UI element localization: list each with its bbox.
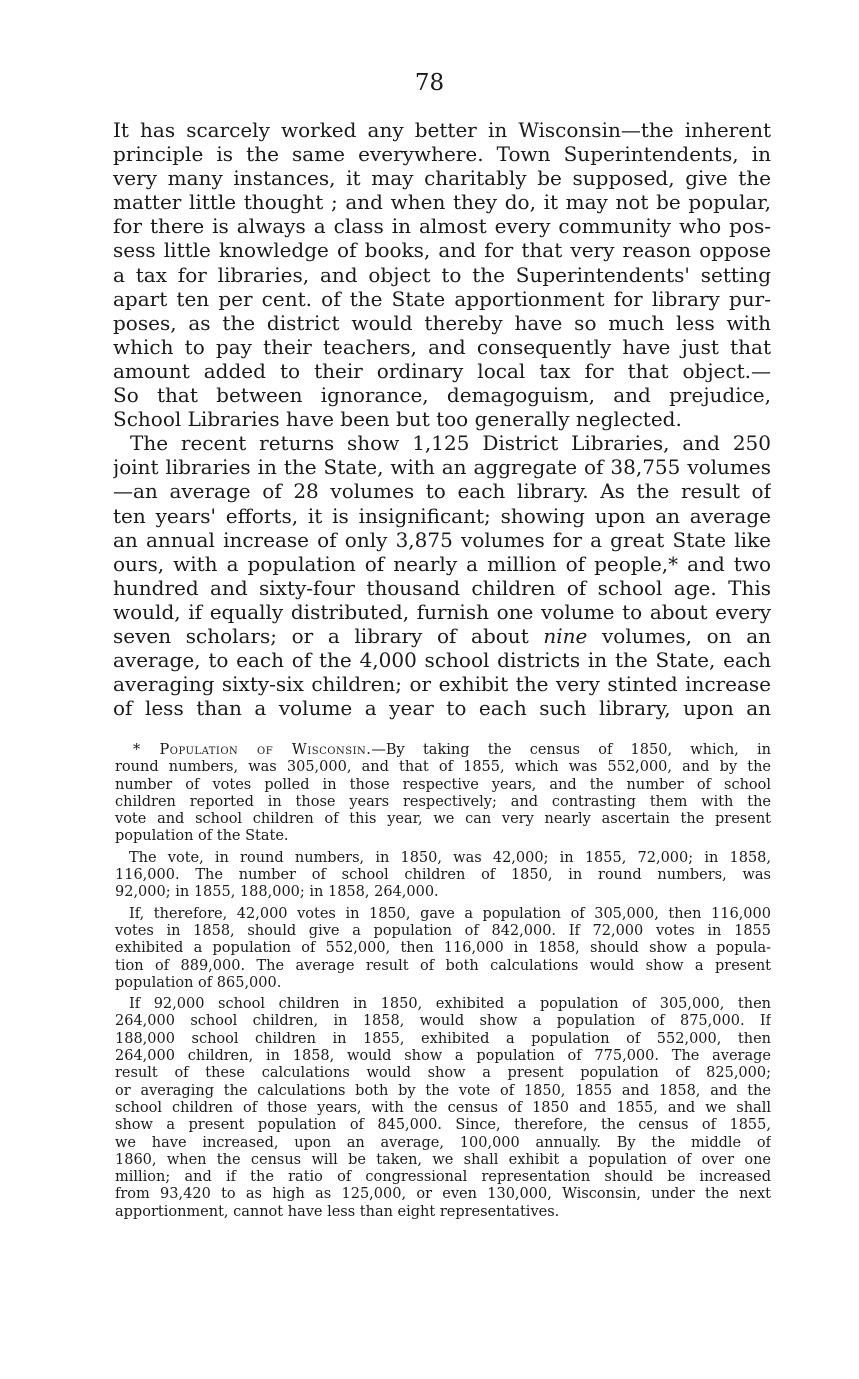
text-line: amount added to their ordinary local tax for that object.— — [113, 358, 771, 383]
footnote-line: If 92,000 school children in 1850, exhibited a population of 305,000, then — [129, 996, 771, 1013]
footnote-line: show a present population of 845,000. Since, therefore, the census of 1855, — [115, 1117, 771, 1134]
footnote-line: round numbers, was 305,000, and that of 1855, which was 552,000, and by the — [115, 759, 771, 776]
text-segment: —By taking the census of 1850, which, in — [371, 742, 771, 758]
footnote-line: population of the State. — [115, 828, 289, 845]
footnote-line: school children of those years, with the census of 1850 and 1855, and we shall — [115, 1099, 771, 1116]
footnote-paragraph-3 — [115, 906, 771, 992]
text-line: It has scarcely worked any better in Wisconsin—the inherent — [113, 118, 771, 142]
text-line: a tax for libraries, and object to the Superintendents' setting — [113, 262, 771, 287]
footnote-line: 188,000 school children in 1855, exhibited a population of 552,000, then — [115, 1030, 771, 1047]
footnote-line: 92,000; in 1855, 188,000; in 1858, 264,000. — [115, 884, 439, 901]
footnote-line: 1860, when the census will be taken, we shall exhibit a population of over one — [115, 1151, 771, 1168]
footnote-line: The vote, in round numbers, in 1850, was 42,000; in 1855, 72,000; in 1858, — [129, 849, 771, 866]
text-line: which to pay their teachers, and consequently have just that — [113, 334, 771, 359]
body-paragraph-1 — [113, 118, 771, 431]
footnote-paragraph-1 — [115, 742, 771, 846]
footnote-paragraph-4 — [115, 996, 771, 1221]
text-line: School Libraries have been but too generally neglected. — [113, 407, 682, 432]
text-segment: volumes, on an — [601, 623, 771, 648]
text-line: very many instances, it may charitably be supposed, give the — [113, 166, 771, 191]
text-line: an annual increase of only 3,875 volumes for a great State like — [113, 527, 771, 552]
footnote — [115, 742, 771, 1225]
footnote-line: votes in 1858, should give a population of 842,000. If 72,000 votes in 1855 — [115, 922, 771, 939]
text-line: joint libraries in the State, with an aggregate of 38,755 volumes — [113, 455, 771, 480]
text-line: ours, with a population of nearly a million of people,* and two — [113, 551, 771, 576]
text-line: matter little thought ; and when they do, it may not be popular, — [113, 190, 771, 215]
text-line: averaging sixty-six children; or exhibit the very stinted increase — [113, 672, 771, 697]
footnote-line: number of votes polled in those respective years, and the number of school — [115, 776, 771, 793]
text-line: principle is the same everywhere. Town Superintendents, in — [113, 142, 771, 167]
footnote-line: 116,000. The number of school children of 1850, in round numbers, was — [115, 867, 771, 884]
text-line: ten years' efforts, it is insignificant; showing upon an average — [113, 503, 771, 528]
footnote-line: apportionment, cannot have less than eight representatives. — [115, 1203, 560, 1220]
text-line: would, if equally distributed, furnish one volume to about every — [113, 599, 771, 624]
footnote-line: 264,000 children, in 1858, would show a population of 775,000. The average — [115, 1048, 771, 1065]
text-line: The recent returns show 1,125 District Libraries, and 250 — [130, 431, 771, 456]
italic-word: nine — [543, 623, 588, 648]
footnote-line: vote and school children of this year, we can very nearly ascertain the present — [115, 811, 771, 828]
footnote-line: children reported in those years respectively; and contrasting them with the — [115, 793, 771, 810]
text-line: apart ten per cent. of the State apportionment for library pur- — [113, 286, 771, 311]
footnote-line — [115, 742, 771, 759]
text-line: hundred and sixty-four thousand children of school age. This — [113, 575, 771, 600]
text-segment: seven scholars; or a library of about — [113, 623, 529, 648]
footnote-line: from 93,420 to as high as 125,000, or even 130,000, Wisconsin, under the next — [115, 1186, 771, 1203]
footnote-heading: * Population of Wisconsin. — [133, 742, 372, 758]
text-line: average, to each of the 4,000 school districts in the State, each — [113, 648, 771, 673]
footnote-line: million; and if the ratio of congressional representation should be increased — [115, 1169, 771, 1186]
footnote-line: result of these calculations would show a present population of 825,000; — [115, 1065, 771, 1082]
text-line: —an average of 28 volumes to each library. As the result of — [113, 479, 771, 504]
body-paragraph-2 — [113, 431, 771, 720]
footnote-line: exhibited a population of 552,000, then 116,000 in 1858, should show a popula- — [115, 940, 771, 957]
text-line-with-italic — [113, 624, 771, 648]
footnote-line: we have increased, upon an average, 100,000 annually. By the middle of — [115, 1134, 771, 1151]
text-line: for there is always a class in almost every community who pos- — [113, 214, 771, 239]
text-line: of less than a volume a year to each such library, upon an — [113, 696, 771, 721]
text-line: poses, as the district would thereby have so much less with — [113, 310, 771, 335]
footnote-line: If, therefore, 42,000 votes in 1850, gave a population of 305,000, then 116,000 — [129, 905, 771, 922]
text-line: sess little knowledge of books, and for that very reason oppose — [113, 238, 771, 263]
footnote-paragraph-2 — [115, 850, 771, 902]
text-line: So that between ignorance, demagoguism, and prejudice, — [113, 383, 771, 408]
footnote-line: population of 865,000. — [115, 974, 282, 991]
page-number: 78 — [414, 70, 445, 96]
footnote-line: 264,000 school children, in 1858, would show a population of 875,000. If — [115, 1013, 771, 1030]
footnote-line: or averaging the calculations both by the vote of 1850, 1855 and 1858, and the — [115, 1082, 771, 1099]
footnote-line: tion of 889,000. The average result of both calculations would show a present — [115, 957, 771, 974]
main-text — [113, 118, 771, 720]
